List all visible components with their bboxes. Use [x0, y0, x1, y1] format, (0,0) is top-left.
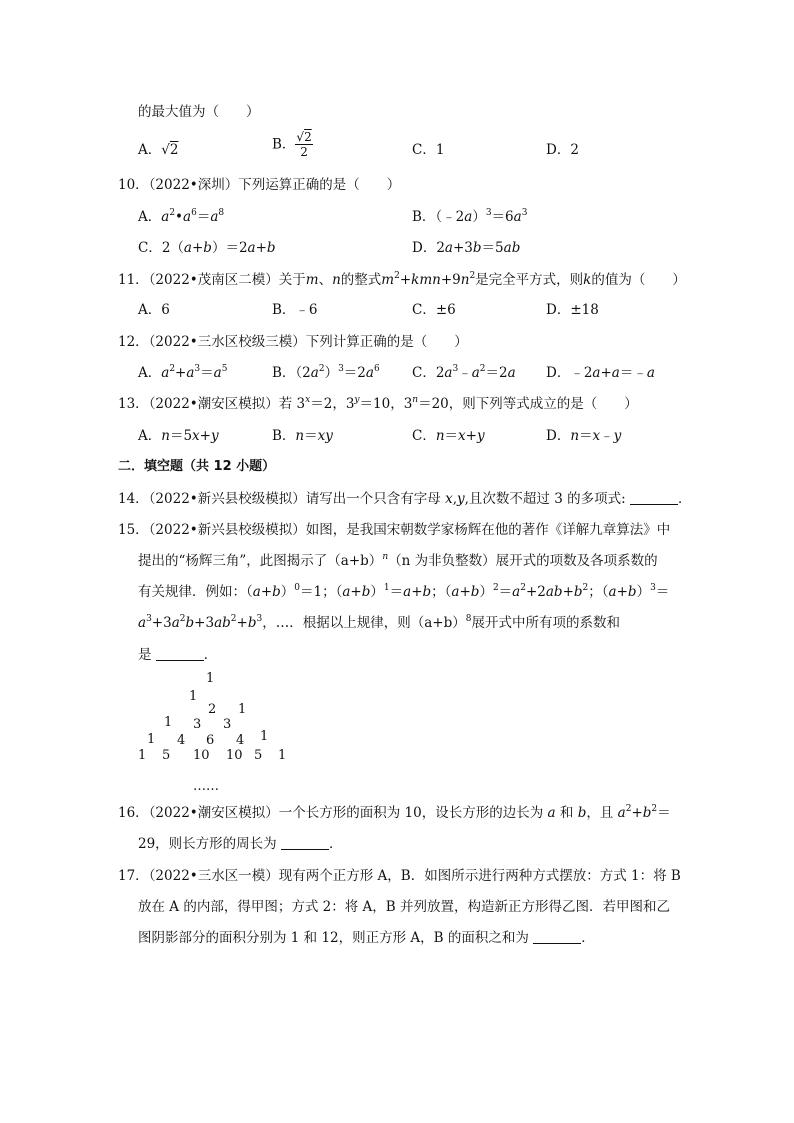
q9-tail: 的最大值为（ ） [138, 104, 260, 120]
tri-r5-2: 10 [193, 748, 210, 763]
q14-stem: 14．（2022•新兴县校级模拟）请写出一个只含有字母 x,y,且次数不超过 3 的多项式: ． [118, 491, 692, 507]
q10-option-b[interactable]: B．$(﹣2a)^3=6a^3$ [412, 208, 528, 225]
q11-option-c[interactable]: C．±6 [412, 302, 456, 318]
q15-line3: 有关规律．例如：$(a+b)^0=1$；$(a+b)^1=a+b$；$(a+b)^2=a^2+2ab+b^2$；$(a+b)^3=$ [138, 583, 670, 600]
q15-line2: 提出的“杨辉三角”，此图揭示了$(a+b)^n(n$ 为非负整数）展开式的项数及各项系数的 [138, 552, 658, 569]
q16-line1: 16．（2022•潮安区模拟）一个长方形的面积为 10，设长方形的边长为 a 和 b，且 $a^2+b^2=$ [118, 804, 671, 821]
q11-option-b[interactable]: B．﹣6 [272, 302, 318, 318]
tri-r1-0: 1 [189, 689, 198, 704]
tri-ellipsis: …… [193, 779, 219, 794]
q10-stem: 10．（2022•深圳）下列运算正确的是（ ） [118, 177, 401, 193]
q17-line1: 17．（2022•三水区一模）现有两个正方形 A，B．如图所示进行两种方式摆放：方式 1：将 B [118, 868, 681, 884]
q12-option-a[interactable]: A．$a^2+a^3=a^5$ [138, 364, 228, 381]
q17-line2: 放在 A 的内部，得甲图；方式 2：将 A，B 并列放置，构造新正方形得乙图．若甲图和乙 [138, 899, 670, 915]
q12-option-b[interactable]: B．$(2a^2)^3=2a^6$ [272, 364, 380, 381]
tri-r3-0: 1 [164, 715, 173, 730]
tri-r4-1: 4 [177, 733, 186, 748]
q9-option-c[interactable]: C．1 [412, 142, 445, 158]
tri-r3-1: 3 [193, 717, 202, 732]
tri-r4-0: 1 [147, 732, 156, 747]
tri-r4-4: 1 [260, 729, 269, 744]
q11-option-d[interactable]: D．±18 [546, 302, 599, 318]
q16-line2: 29，则长方形的周长为 ． [138, 836, 343, 852]
q16-answer-blank[interactable] [281, 835, 329, 850]
q9-option-b[interactable]: B． $\frac{√2}{2}$ [272, 130, 312, 159]
q13-stem: 13．（2022•潮安区模拟）若 $3^x=2$，$3^y=10$，$3^n=20$，则下列等式成立的是（ ） [118, 395, 638, 412]
q13-option-a[interactable]: A．n＝5x+y [138, 428, 219, 444]
tri-r5-4: 5 [254, 748, 263, 763]
section-title-fill-in: 二．填空题（共 12 小题） [118, 459, 276, 474]
q15-line4: $a^3+3a^2b+3ab^2+b^3$，…．根据以上规律，则$(a+b)^8$展开式中所有项的系数和 [138, 614, 620, 631]
tri-r0-0: 1 [206, 671, 215, 686]
tri-r5-1: 5 [162, 748, 171, 763]
q15-line1: 15．（2022•新兴县校级模拟）如图，是我国宋朝数学家杨辉在他的著作《详解九章算法》中 [118, 522, 671, 538]
tri-r4-2: 6 [206, 733, 215, 748]
tri-r5-0: 1 [138, 748, 147, 763]
q10-option-d[interactable]: D．2a+3b＝5ab [412, 240, 521, 256]
q13-option-d[interactable]: D．n＝x﹣y [546, 428, 622, 444]
q12-option-d[interactable]: D．﹣2a+a＝﹣a [546, 365, 655, 381]
q10-option-a[interactable]: A．$a^2•a^6=a^8$ [138, 208, 225, 225]
tri-r3-2: 3 [223, 717, 232, 732]
q15-answer-blank[interactable] [156, 646, 204, 661]
q12-stem: 12．（2022•三水区校级三模）下列计算正确的是（ ） [118, 334, 468, 350]
q15-line5: 是 ． [138, 647, 218, 663]
q11-stem: 11．（2022•茂南区二模）关于m、n的整式$m^2+kmn+9n^2$是完全平方式，则k的值为（ ） [118, 271, 686, 288]
q9-option-a[interactable]: A．√2 [138, 142, 179, 158]
q12-option-c[interactable]: C．$2a^3﹣a^2=2a$ [412, 364, 516, 381]
q14-answer-blank[interactable] [630, 490, 678, 505]
q13-option-c[interactable]: C．n＝x+y [412, 428, 485, 444]
q10-option-c[interactable]: C．2（a+b）＝2a+b [138, 240, 276, 256]
tri-r5-3: 10 [226, 748, 243, 763]
tri-r5-5: 1 [278, 748, 287, 763]
tri-r2-2: 1 [238, 702, 247, 717]
tri-r2-1: 2 [208, 702, 217, 717]
q13-option-b[interactable]: B．n＝xy [272, 428, 333, 444]
q11-option-a[interactable]: A．6 [138, 302, 170, 318]
q9-option-d[interactable]: D．2 [546, 142, 579, 158]
q17-answer-blank[interactable] [533, 929, 581, 944]
tri-r4-3: 4 [236, 733, 245, 748]
q17-line3: 图阴影部分的面积分别为 1 和 12，则正方形 A，B 的面积之和为 ． [138, 930, 595, 946]
